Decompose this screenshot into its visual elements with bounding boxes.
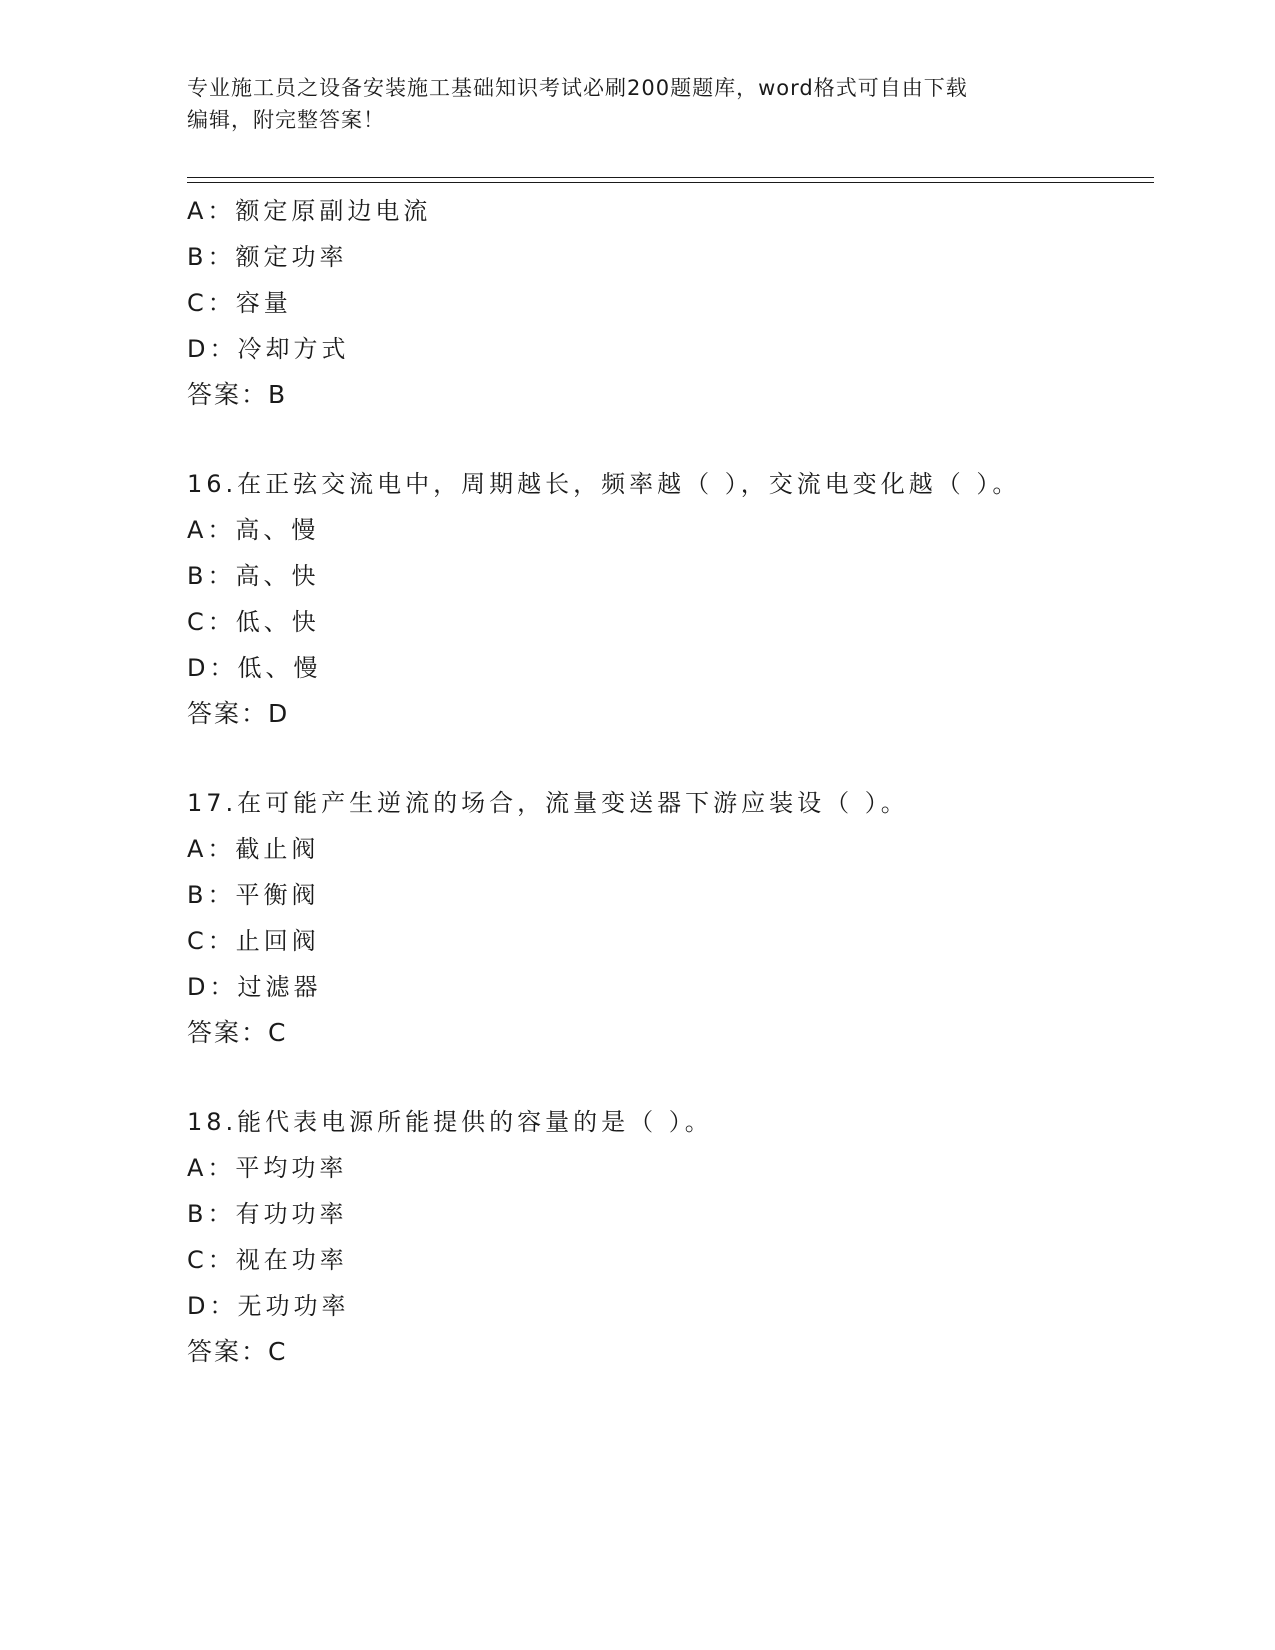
option-b: B：有功功率	[187, 1200, 348, 1228]
answer-line: 答案：C	[187, 1018, 288, 1047]
question-text: 18.能代表电源所能提供的容量的是（ ）。	[187, 1108, 713, 1136]
answer-line: 答案：B	[187, 380, 288, 409]
header-divider-bottom	[187, 182, 1154, 183]
header-line-2: 编辑，附完整答案！	[187, 108, 385, 132]
option-a: A：平均功率	[187, 1154, 348, 1182]
question-list	[187, 188, 1154, 1375]
option-c: C：低、快	[187, 608, 320, 636]
answer-line: 答案：D	[187, 699, 290, 728]
option-a: A：截止阀	[187, 835, 320, 863]
header-line-1: 专业施工员之设备安装施工基础知识考试必刷200题题库，word格式可自由下载	[187, 76, 968, 100]
question-block	[187, 461, 1154, 737]
option-d: D：低、慢	[187, 654, 322, 682]
header-divider-top	[187, 177, 1154, 178]
option-d: D：冷却方式	[187, 335, 350, 363]
spacer	[187, 737, 1154, 780]
question-text: 17.在可能产生逆流的场合，流量变送器下游应装设（ ）。	[187, 789, 909, 817]
spacer	[187, 1056, 1154, 1099]
question-block	[187, 188, 1154, 418]
option-d: D：无功功率	[187, 1292, 350, 1320]
spacer	[187, 418, 1154, 461]
question-block	[187, 780, 1154, 1056]
option-b: B：平衡阀	[187, 881, 320, 909]
option-c: C：视在功率	[187, 1246, 348, 1274]
option-b: B：额定功率	[187, 243, 348, 271]
option-d: D：过滤器	[187, 973, 322, 1001]
option-c: C：容量	[187, 289, 292, 317]
question-text: 16.在正弦交流电中，周期越长，频率越（ ），交流电变化越（ ）。	[187, 470, 1021, 498]
question-block	[187, 1099, 1154, 1375]
answer-line: 答案：C	[187, 1337, 288, 1366]
document-header	[187, 72, 1087, 136]
option-a: A：高、慢	[187, 516, 320, 544]
option-a: A：额定原副边电流	[187, 197, 432, 225]
option-b: B：高、快	[187, 562, 320, 590]
option-c: C：止回阀	[187, 927, 320, 955]
